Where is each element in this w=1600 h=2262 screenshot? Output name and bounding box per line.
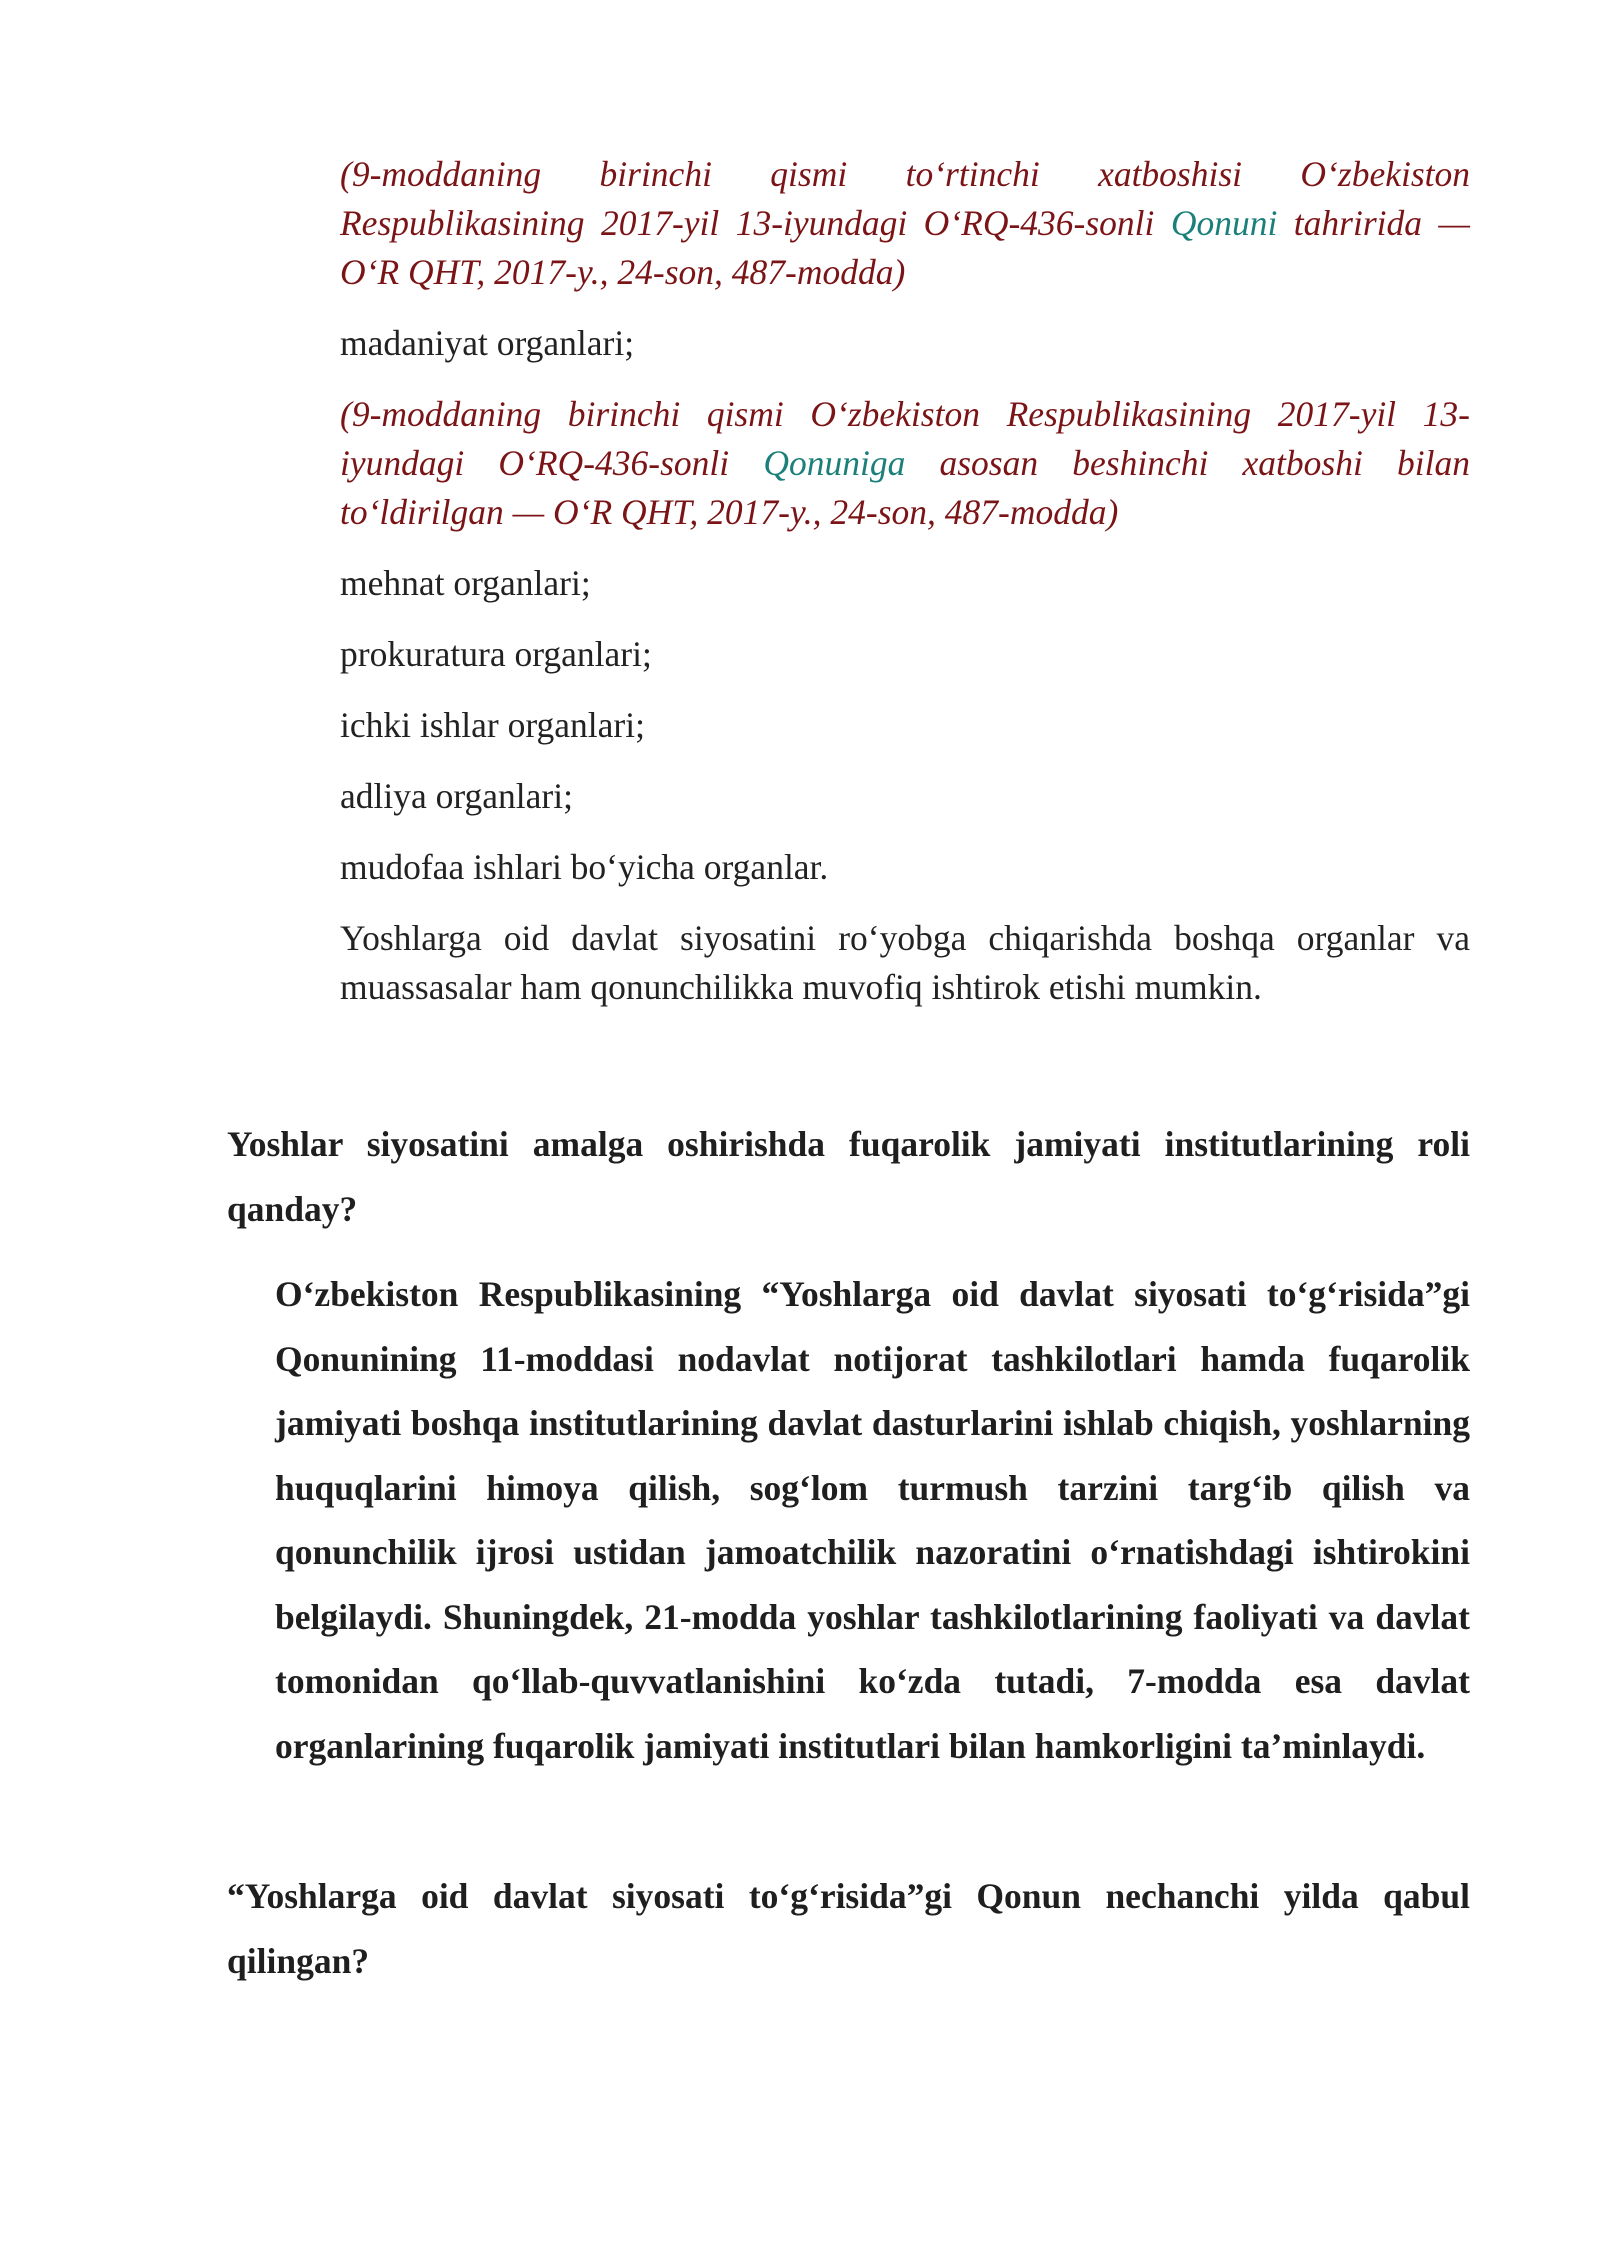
list-item: ichki ishlar organlari;: [340, 705, 645, 745]
amendment-note-1: [340, 150, 1470, 297]
amendment-note-2-text: (9-moddaning birinchi qismi O‘zbekiston Respublikasining 2017-yil 13-iyundagi O‘RQ-436-sonli: [340, 394, 1470, 483]
closing-paragraph: Yoshlarga oid davlat siyosatini ro‘yobga chiqarishda boshqa organlar va muassasalar ham qonunchilikka muvofiq ishtirok etishi mumkin.: [340, 918, 1470, 1007]
list-item: prokuratura organlari;: [340, 634, 652, 674]
amendment-note-2: [340, 390, 1470, 537]
amendment-note-2-suffix: asosan beshinchi xatboshi bilan to‘ldirilgan — O‘R QHT, 2017-y., 24-son, 487-modda): [340, 443, 1470, 532]
list-item: adliya organlari;: [340, 776, 573, 816]
list-item: madaniyat organlari;: [340, 323, 635, 363]
question-heading-1: Yoshlar siyosatini amalga oshirishda fuqarolik jamiyati institutlarining roli qanday?: [227, 1124, 1470, 1229]
organs-list-section: [340, 150, 1470, 1012]
amendment-note-1-text: (9-moddaning birinchi qismi to‘rtinchi xatboshisi O‘zbekiston Respublikasining 2017-yil 13-iyundagi O‘RQ-436-sonli: [340, 154, 1470, 243]
law-link-2[interactable]: Qonuniga: [763, 443, 906, 483]
answer-paragraph-1: O‘zbekiston Respublikasining “Yoshlarga oid davlat siyosati to‘g‘risida”gi Qonunining 11-moddasi nodavlat notijorat tashkilotlari hamda fuqarolik jamiyati boshqa institutlarining davlat dasturlarini ishlab chiqish, yoshlarning huquqlarini himoya qilish, sog‘lom turmush tarzini targ‘ib qilish va qonunchilik ijrosi ustidan jamoatchilik nazoratini o‘rnatishdagi ishtirokini belgilaydi. Shuningdek, 21-modda yoshlar tashkilotlarining faoliyati va davlat tomonidan qo‘llab-quvvatlanishini ko‘zda tutadi, 7-modda esa davlat organlarining fuqarolik jamiyati institutlari bilan hamkorligini ta’minlaydi.: [275, 1274, 1470, 1766]
question-heading-2: “Yoshlarga oid davlat siyosati to‘g‘risida”gi Qonun nechanchi yilda qabul qilingan?: [227, 1876, 1470, 1981]
list-item: mehnat organlari;: [340, 563, 591, 603]
law-link-1[interactable]: Qonuni: [1170, 203, 1278, 243]
list-item: mudofaa ishlari bo‘yicha organlar.: [340, 847, 829, 887]
amendment-note-1-suffix: tahririda — O‘R QHT, 2017-y., 24-son, 487-modda): [340, 203, 1470, 292]
